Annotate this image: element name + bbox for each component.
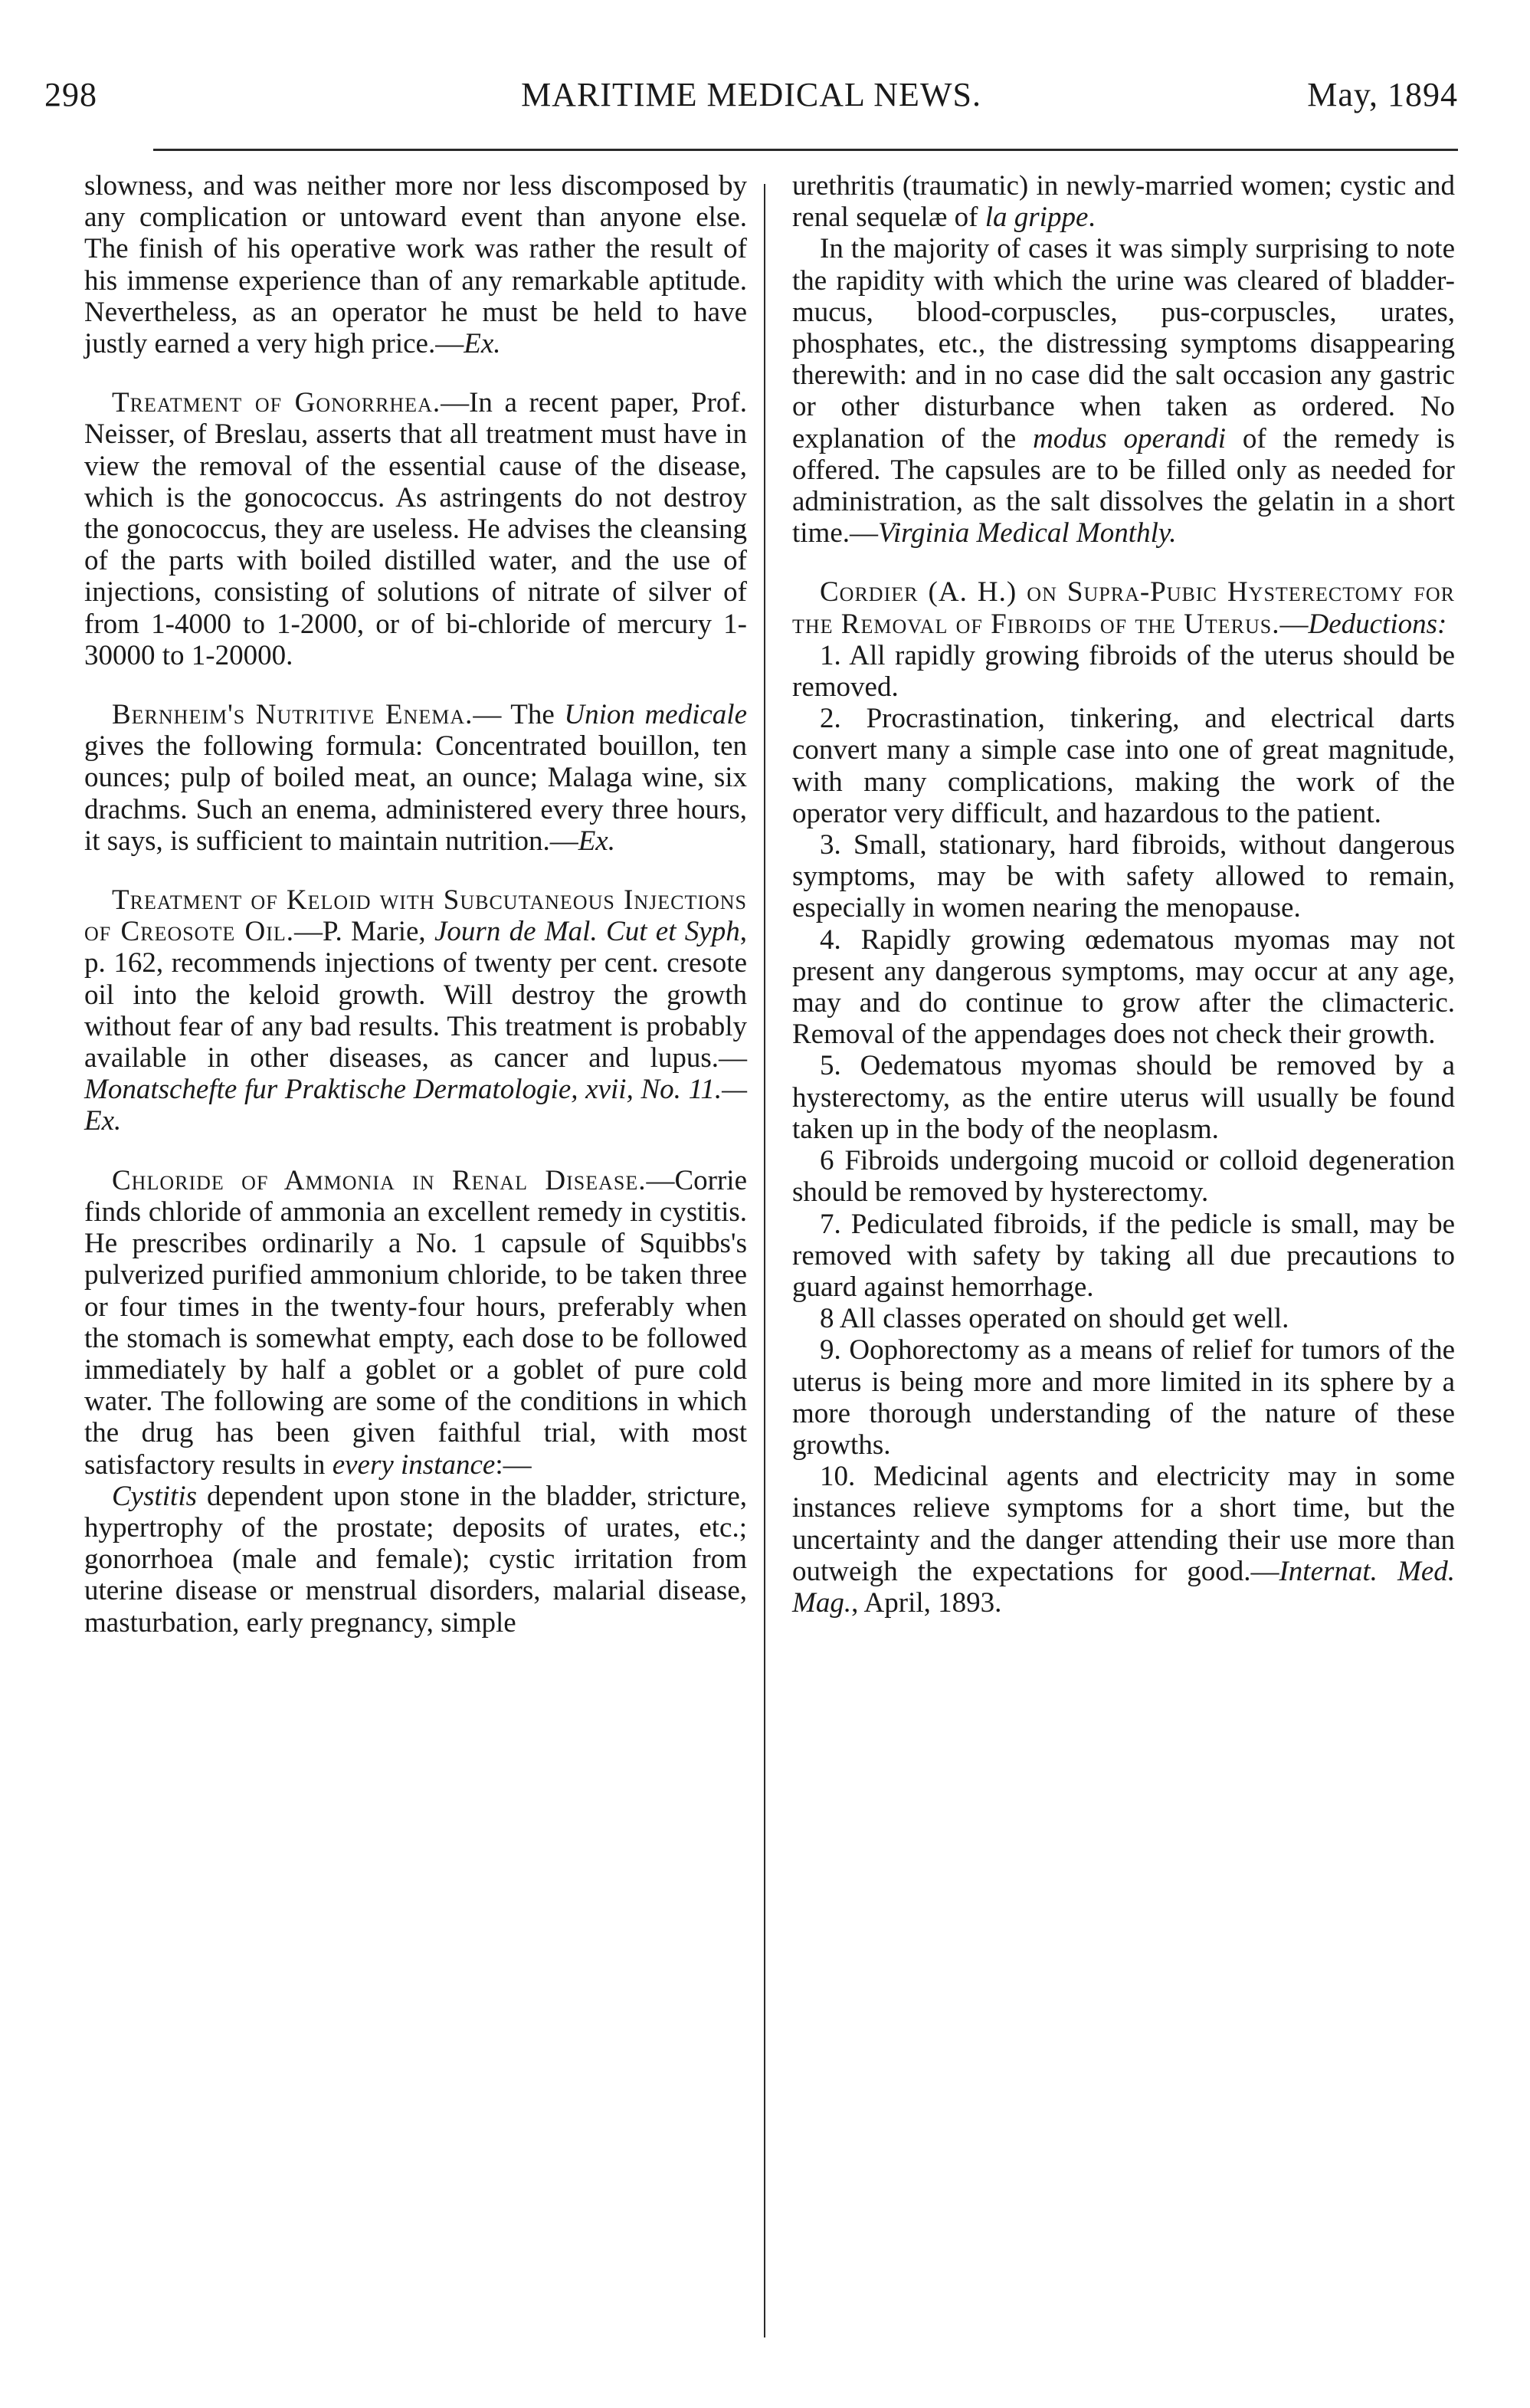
cordier-source-journal: Internat. Med. Mag. [792,1555,1455,1619]
deduction-item: 7. Pediculated fibroids, if the pedicle is small, may be removed with safety by taking all due precautions to guard against hemorrhage. [792,1208,1455,1303]
gonorrhea-article: Treatment of Gonorrhea.—In a recent paper, Prof. Neisser, of Breslau, asserts that all treatment must have in view the removal of the essential cause of the disease, which is the gonococcus. As astringents do not destroy the gonococcus, they are useless. He advises the cleansing of the parts with boiled distilled water, and the use of injections, consisting of solutions of nitrate of silver of from 1-4000 to 1-2000, or of bi-chloride of mercury 1-30000 to 1-20000. [84,387,747,671]
left-column [84,170,747,1639]
right-column [792,170,1455,1619]
keloid-journal: Journ de Mal. Cut et Syph [434,916,740,948]
page-number: 298 [44,76,97,113]
issue-date: May, 1894 [1307,76,1458,113]
intro-source: Ex. [464,328,501,360]
conditions-continued: urethritis (traumatic) in newly-married women; cystic and renal sequelæ of la grippe. [792,170,1455,234]
majority-paragraph: In the majority of cases it was simply surprising to note the rapidity with which the urine was cleared of bladder-mucus, blood-corpuscles, pus-corpuscles, urates, phosphates, etc., the distressing symptoms disappearing therewith: and in no case did the salt occasion any gastric or other disturbance when taken as ordered. No explanation of the modus operandi of the remedy is offered. The capsules are to be filled only as needed for administration, as the salt dissolves the gelatin in a short time.—Virginia Medical Monthly. [792,233,1455,550]
deduction-item-last: 10. Medicinal agents and electricity may in some instances relieve symptoms for a short time, but the uncertainty and the danger attending their use more than outweigh the expectations for good.—Internat. Med. Mag., April, 1893. [792,1461,1455,1619]
cordier-heading: Cordier (A. H.) on Supra-Pubic Hysterectomy for the Removal of Fibroids of the Uterus. [792,576,1455,640]
gonorrhea-heading: Treatment of Gonorrhea. [112,387,441,419]
enema-journal: Union medicale [564,699,747,731]
journal-title: MARITIME MEDICAL NEWS. [521,76,981,113]
majority-source: Virginia Medical Monthly. [878,517,1177,550]
intro-paragraph: slowness, and was neither more nor less discomposed by any complication or untoward event than anyone else. The finish of his operative work was rather the result of his immense experience than of any remarkable aptitude. Nevertheless, as an operator he must be held to have justly earned a very high price.—Ex. [84,170,747,360]
keloid-source: Monatschefte fur Praktische Dermatologie, xvii, No. 11.—Ex. [84,1074,747,1137]
ammonia-conditions: Cystitis dependent upon stone in the bladder, stricture, hypertrophy of the prostate; deposits of urates, etc.; gonorrhoea (male and female); cystic irritation from uterine disease or menstrual disorders, malarial disease, masturbation, early pregnancy, simple [84,1480,747,1639]
deduction-item: 5. Oedematous myomas should be removed by a hysterectomy, as the entire uterus will usually be found taken up in the body of the neoplasm. [792,1050,1455,1145]
ammonia-heading: Chloride of Ammonia in Renal Disease. [112,1164,647,1196]
enema-article: Bernheim's Nutritive Enema.— The Union medicale gives the following formula: Concentrated bouillon, ten ounces; pulp of boiled meat, an ounce; Malaga wine, six drachms. Such an enema, administered every three hours, it says, is sufficient to maintain nutrition.—Ex. [84,699,747,857]
ammonia-article: Chloride of Ammonia in Renal Disease.—Corrie finds chloride of ammonia an excellent remedy in cystitis. He prescribes ordinarily a No. 1 capsule of Squibbs's pulverized purified ammonium chloride, to be taken three or four times in the twenty-four hours, preferably when the stomach is somewhat empty, each dose to be followed immediately by half a goblet or a goblet of pure cold water. The following are some of the conditions in which the drug has been given faithful trial, with most satisfactory results in every instance:— [84,1164,747,1481]
deduction-item: 4. Rapidly growing œdematous myomas may not present any dangerous symptoms, may occur at any age, may and do continue to grow after the climacteric. Removal of the appendages does not check their growth. [792,924,1455,1051]
deduction-item: 8 All classes operated on should get well. [820,1303,1289,1335]
keloid-article: Treatment of Keloid with Subcutaneous Injections of Creosote Oil.—P. Marie, Journ de Mal. Cut et Syph, p. 162, recommends injections of twenty per cent. cresote oil into the keloid growth. Will destroy the growth without fear of any bad results. This treatment is probably available in other diseases, as cancer and lupus.—Monatschefte fur Praktische Dermatologie, xvii, No. 11.—Ex. [84,884,747,1137]
deduction-item: 2. Procrastination, tinkering, and electrical darts convert many a simple case into one of great magnitude, with many complications, making the work of the operator very difficult, and hazardous to the patient. [792,703,1455,829]
column-divider [764,184,765,2337]
deduction-item: 3. Small, stationary, hard fibroids, without dangerous symptoms, may be with safety allowed to remain, especially in women nearing the menopause. [792,829,1455,924]
enema-source: Ex. [578,825,615,857]
header-rule [153,149,1458,151]
deduction-item: 9. Oophorectomy as a means of relief for tumors of the uterus is being more and more limited in its sphere by a more thorough understanding of the nature of these growths. [792,1334,1455,1461]
cordier-article: Cordier (A. H.) on Supra-Pubic Hysterectomy for the Removal of Fibroids of the Uterus.—Deductions: [792,576,1455,640]
deduction-item: 6 Fibroids undergoing mucoid or colloid degeneration should be removed by hysterectomy. [792,1145,1455,1209]
running-header [44,75,1458,121]
enema-heading: Bernheim's Nutritive Enema. [112,699,473,731]
deduction-item: 1. All rapidly growing fibroids of the uterus should be removed. [792,639,1455,704]
keloid-heading: Treatment of Keloid with Subcutaneous Injections of Creosote Oil. [84,884,747,948]
